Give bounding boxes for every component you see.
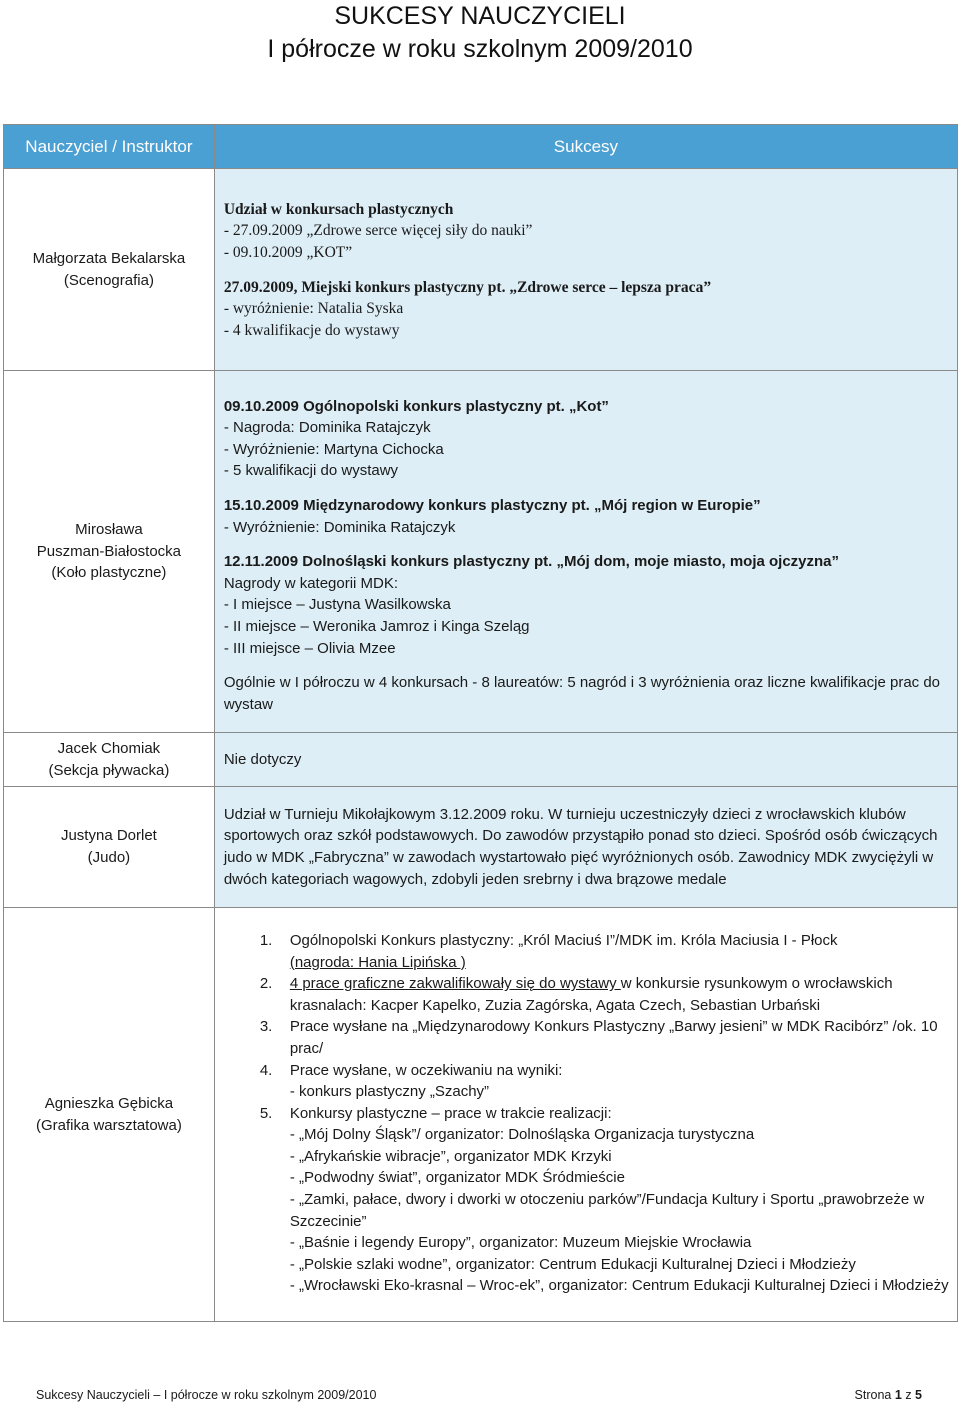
teacher-section: (Sekcja pływacka) <box>48 761 170 779</box>
list-subtext: - konkurs plastyczny „Szachy” <box>289 1083 490 1101</box>
list-number: 2. <box>259 975 273 993</box>
success-block <box>224 396 949 482</box>
teacher-cell <box>4 787 215 908</box>
current-page: 1 <box>894 1388 902 1402</box>
page-number <box>855 1387 922 1403</box>
block-line: Nagrody w kategorii MDK: <box>223 574 399 592</box>
title-line-2: I półrocze w roku szkolnym 2009/2010 <box>267 35 693 63</box>
teacher-cell <box>4 733 215 787</box>
block-line: - 27.09.2009 „Zdrowe serce więcej siły do nauki” <box>223 222 533 240</box>
list-item <box>224 1103 949 1297</box>
list-item <box>224 973 949 1016</box>
table-row <box>4 169 958 371</box>
list-number: 5. <box>259 1104 273 1122</box>
list-number: 4. <box>259 1061 273 1079</box>
teacher-name <box>10 519 208 562</box>
list-text: Prace wysłane, w oczekiwaniu na wyniki: <box>289 1061 563 1079</box>
successes-cell <box>214 371 957 733</box>
block-heading: 15.10.2009 Międzynarodowy konkurs plastyczny pt. „Mój region w Europie” <box>223 497 761 515</box>
list-subtext: - „Baśnie i legendy Europy”, organizator: Muzeum Miejskie Wrocławia <box>289 1234 752 1252</box>
block-line: - 4 kwalifikacje do wystawy <box>223 321 400 339</box>
list-text: w konkursie rysunkowym o wrocławskich krasnalach: Kacper Kapelko, Zuzia Zagórska, Agata Czech, Sebastian Urbański <box>289 975 893 1014</box>
block-line: - Nagroda: Dominika Ratajczyk <box>223 419 431 437</box>
block-heading: 09.10.2009 Ogólnopolski konkurs plastyczny pt. „Kot” <box>223 397 609 415</box>
list-subtext: - „Afrykańskie wibracje”, organizator MDK Krzyki <box>289 1147 612 1165</box>
list-subtext: - „Podwodny świat”, organizator MDK Śródmieście <box>289 1169 625 1187</box>
summary-text: Ogólnie w I półroczu w 4 konkursach - 8 laureatów: 5 nagród i 3 wyróżnienia oraz liczne kwalifikacje prac do wystaw <box>223 674 941 713</box>
list-text: Konkursy plastyczne – prace w trakcie realizacji: <box>289 1104 612 1122</box>
successes-cell <box>214 787 957 908</box>
header-teacher: Nauczyciel / Instruktor <box>4 125 215 169</box>
list-subtext: - „Polskie szlaki wodne”, organizator: Centrum Edukacji Kulturalnej Dzieci i Młodzieży <box>289 1255 856 1273</box>
page-separator: z <box>905 1388 912 1402</box>
list-number: 1. <box>259 931 273 949</box>
numbered-list <box>224 930 949 1297</box>
list-item <box>224 1060 949 1103</box>
list-text-underlined: 4 prace graficzne zakwalifikowały się do wystawy <box>289 975 621 993</box>
successes-cell <box>214 169 957 371</box>
total-pages: 5 <box>915 1388 922 1402</box>
success-block <box>224 551 949 659</box>
list-number: 3. <box>259 1018 273 1036</box>
successes-cell <box>214 908 957 1322</box>
list-item <box>224 1016 949 1059</box>
successes-cell <box>214 733 957 787</box>
teacher-section: (Scenografia) <box>63 271 154 289</box>
teacher-name: Małgorzata Bekalarska <box>32 249 186 267</box>
successes-table <box>3 124 958 1322</box>
list-subtext: (nagroda: Hania Lipińska ) <box>289 953 466 971</box>
block-heading: 12.11.2009 Dolnośląski konkurs plastyczny pt. „Mój dom, moje miasto, moja ojczyzna” <box>223 553 840 571</box>
teacher-name-line: Puszman-Białostocka <box>36 542 182 560</box>
not-applicable-text: Nie dotyczy <box>223 750 302 768</box>
list-subtext: - „Wrocławski Eko-krasnal – Wroc-ek”, organizator: Centrum Edukacji Kulturalnej Dzieci i Młodzieży <box>289 1277 949 1295</box>
list-subtext: - „Zamki, pałace, dwory i dworki w otoczeniu parków”/Fundacja Kultury i Sportu „prawobrzeże w Szczecinie” <box>289 1191 925 1230</box>
block-line: - Wyróżnienie: Martyna Cichocka <box>223 440 444 458</box>
teacher-name-line: Mirosława <box>75 521 143 539</box>
block-line: - III miejsce – Olivia Mzee <box>223 639 396 657</box>
block-heading: Udział w konkursach plastycznych <box>223 200 454 218</box>
judo-tournament-text: Udział w Turnieju Mikołajkowym 3.12.2009 roku. W turnieju uczestniczyły dzieci z wrocławskich klubów sportowych oraz szkół podstawowych. Do zawodów przystąpiło ponad sto dzieci. Spośród osób ćwiczących judo w MDK „Fabryczna” w zawodach wystartowało pięć wyróżnionych osób. Zawodnicy MDK zwyciężyli w dwóch kategoriach wagowych, zdobyli jeden srebrny i dwa brązowe medale <box>223 805 938 888</box>
teacher-cell <box>4 371 215 733</box>
teacher-cell <box>4 169 215 371</box>
list-text: Prace wysłane na „Międzynarodowy Konkurs Plastyczny „Barwy jesieni” w MDK Racibórz” /ok. 10 prac/ <box>289 1018 938 1057</box>
list-text: Ogólnopolski Konkurs plastyczny: „Król Maciuś I”/MDK im. Króla Maciusia I - Płock <box>289 931 838 949</box>
footer-title: Sukcesy Nauczycieli – I półrocze w roku szkolnym 2009/2010 <box>36 1388 377 1402</box>
block-line: - 5 kwalifikacji do wystawy <box>223 462 399 480</box>
block-line: - I miejsce – Justyna Wasilkowska <box>223 596 451 614</box>
title-line-1: SUKCESY NAUCZYCIELI <box>334 2 626 30</box>
table-row <box>4 787 958 908</box>
teacher-name: Agnieszka Gębicka <box>44 1094 174 1112</box>
page-label: Strona <box>854 1388 892 1402</box>
teacher-name: Jacek Chomiak <box>57 739 161 757</box>
teacher-section: (Judo) <box>87 849 131 866</box>
list-subtext: - „Mój Dolny Śląsk”/ organizator: Dolnośląska Organizacja turystyczna <box>289 1126 755 1144</box>
table-row <box>4 908 958 1322</box>
teacher-section: (Koło plastyczne) <box>51 564 167 582</box>
block-line: - Wyróżnienie: Dominika Ratajczyk <box>223 518 456 536</box>
table-row <box>4 733 958 787</box>
document-title <box>0 0 960 66</box>
list-item <box>224 930 949 973</box>
teacher-cell <box>4 908 215 1322</box>
table-row <box>4 371 958 733</box>
header-successes: Sukcesy <box>214 125 957 169</box>
success-block <box>224 199 949 264</box>
block-line: - II miejsce – Weronika Jamroz i Kinga Szeląg <box>223 617 530 635</box>
success-block <box>224 277 949 342</box>
teacher-section: (Grafika warsztatowa) <box>35 1116 182 1134</box>
block-heading: 27.09.2009, Miejski konkurs plastyczny pt. „Zdrowe serce – lepsza praca” <box>223 278 712 296</box>
block-line: - 09.10.2009 „KOT” <box>223 243 353 261</box>
success-block <box>224 495 949 538</box>
teacher-name: Justyna Dorlet <box>60 827 157 845</box>
table-header-row <box>4 125 958 169</box>
block-line: - wyróżnienie: Natalia Syska <box>223 300 404 318</box>
